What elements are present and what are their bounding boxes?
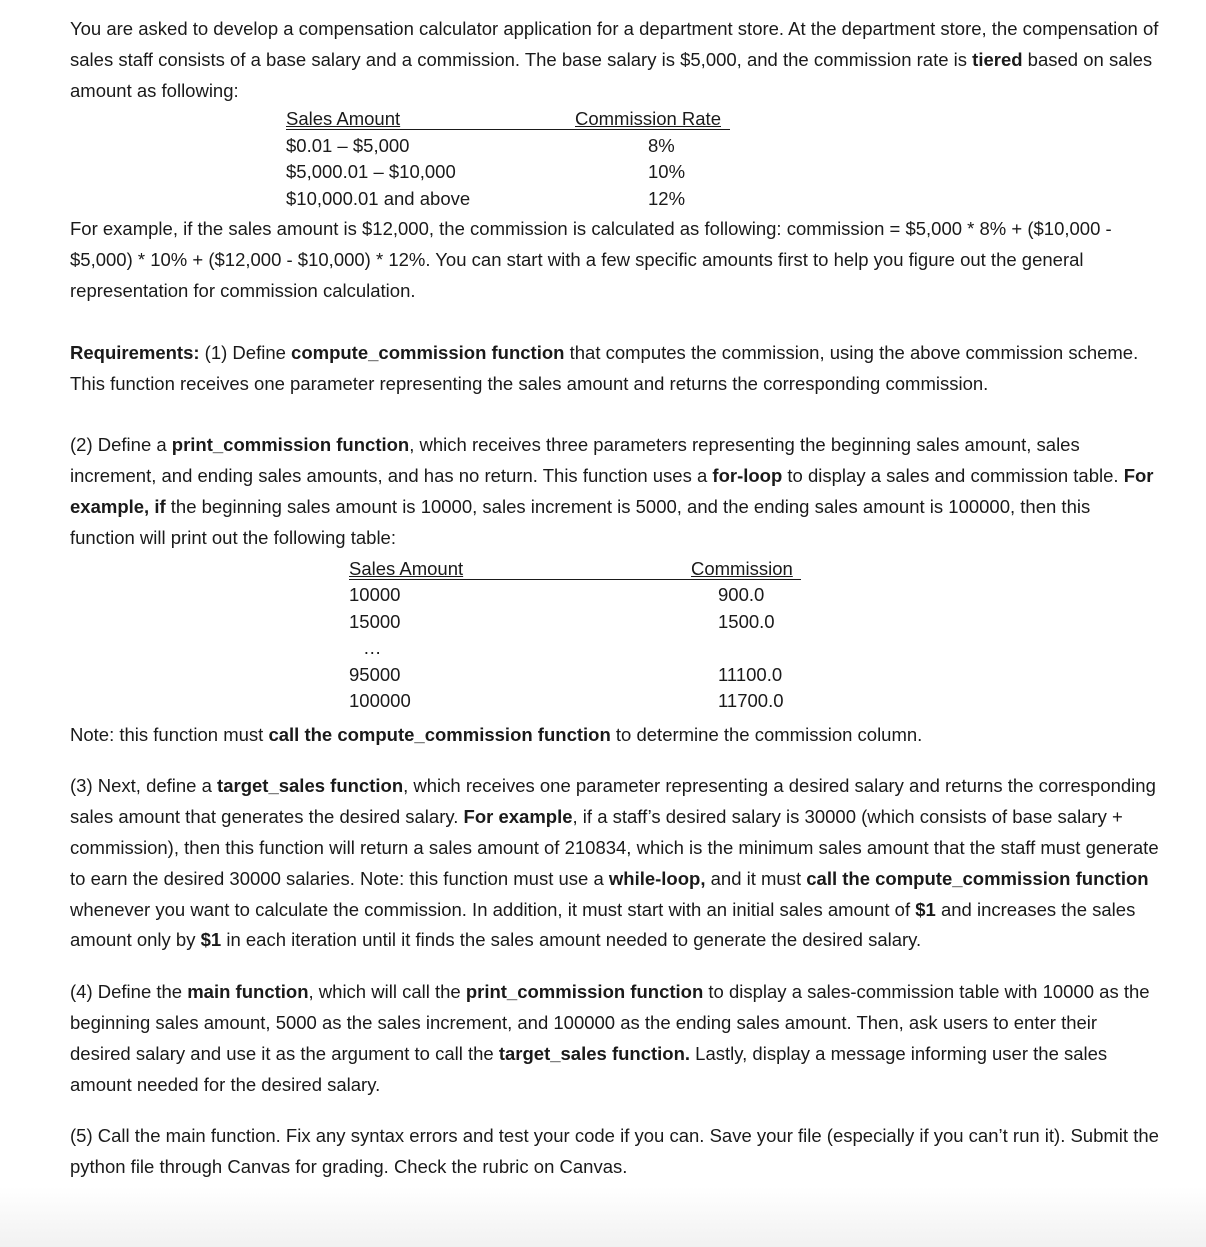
requirement-5: (5) Call the main function. Fix any syntax errors and test your code if you can. Save your file (especially if you can’t run it). Submit the python file through Canvas for grading. Check the rubric on Canvas.: [70, 1125, 1159, 1178]
rate-amount: $5,000.01 – $10,000: [286, 161, 456, 183]
commission-cell: 11100.0: [718, 663, 783, 685]
table-row: [70, 582, 1160, 609]
commission-rate-table: [70, 106, 1160, 214]
rate-table-header: [70, 106, 1160, 133]
sales-amount-cell: 15000: [349, 610, 401, 632]
table-row: [70, 688, 1160, 715]
table-row: [70, 635, 1160, 662]
rate-amount: $10,000.01 and above: [286, 187, 471, 209]
requirement-4: (4) Define the main function, which will call the print_commission function to display a sales-commission table with 10000 as the beginning sales amount, 5000 as the sales increment, and 100000 as the ending sales amount. Then, ask users to enter their desired salary and use it as the argument to call the target_sales function. Lastly, display a message informing user the sales amount needed for the desired salary.: [70, 981, 1150, 1095]
requirement-2: (2) Define a print_commission function, which receives three parameters representing the beginning sales amount, sales increment, and ending sales amounts, and has no return. This function uses a for-loop to display a sales and commission table. For example, if the beginning sales amount is 10000, sales increment is 5000, and the ending sales amount is 100000, then this function will print out the following table:: [70, 434, 1154, 548]
commission-cell: 900.0: [718, 584, 765, 606]
table-row: [70, 133, 1160, 160]
example-paragraph: For example, if the sales amount is $12,000, the commission is calculated as following: commission = $5,000 * 8% + ($10,000 - $5,000) * 10% + ($12,000 - $10,000) * 12%. You can start with a few specific amounts first to help you figure out the general representation for commission calculation.: [70, 218, 1112, 301]
ellipsis-cell: …: [363, 637, 382, 659]
rate-table-col2-header: Commission Rate: [575, 108, 721, 130]
table-row: [70, 159, 1160, 186]
rate-value: 10%: [648, 161, 686, 183]
table-row: [70, 609, 1160, 636]
requirement-3: (3) Next, define a target_sales function, which receives one parameter representing a desired salary and returns the corresponding sales amount that generates the desired salary. For example, if a staff’s desired salary is 30000 (which consists of base salary + commission), then this function will return a sales amount of 210834, which is the minimum sales amount that the staff must generate to earn the desired 30000 salaries. Note: this function must use a while-loop, and it must call the compute_commission function whenever you want to calculate the commission. In addition, it must start with an initial sales amount of $1 and increases the sales amount only by $1 in each iteration until it finds the sales amount needed to generate the desired salary.: [70, 775, 1159, 951]
rate-value: 12%: [648, 187, 686, 209]
table-row: [70, 186, 1160, 213]
commission-table-header: [70, 556, 1160, 583]
commission-table-col1-header: Sales Amount: [349, 557, 464, 579]
document-page: [70, 14, 1160, 1183]
bottom-shadow: [0, 1187, 1206, 1247]
requirement-1: Requirements: (1) Define compute_commission function that computes the commission, using the above commission scheme. This function receives one parameter representing the sales amount and returns the corresponding commission.: [70, 341, 1139, 394]
note-paragraph: Note: this function must call the compute_commission function to determine the commission column.: [70, 723, 923, 745]
commission-cell: 11700.0: [718, 690, 784, 712]
intro-paragraph: You are asked to develop a compensation calculator application for a department store. At the department store, the compensation of sales staff consists of a base salary and a commission. The base salary is $5,000, and the commission rate is tiered based on sales amount as following:: [70, 18, 1159, 101]
sales-amount-cell: 95000: [349, 663, 401, 685]
rate-amount: $0.01 – $5,000: [286, 134, 410, 156]
table-row: [70, 662, 1160, 689]
rate-table-col1-header: Sales Amount: [286, 108, 401, 130]
rate-value: 8%: [648, 134, 675, 156]
sales-amount-cell: 100000: [349, 690, 411, 712]
sales-amount-cell: 10000: [349, 584, 401, 606]
sales-commission-table: [70, 556, 1160, 720]
commission-table-col2-header: Commission: [691, 557, 793, 579]
commission-cell: 1500.0: [718, 610, 775, 632]
